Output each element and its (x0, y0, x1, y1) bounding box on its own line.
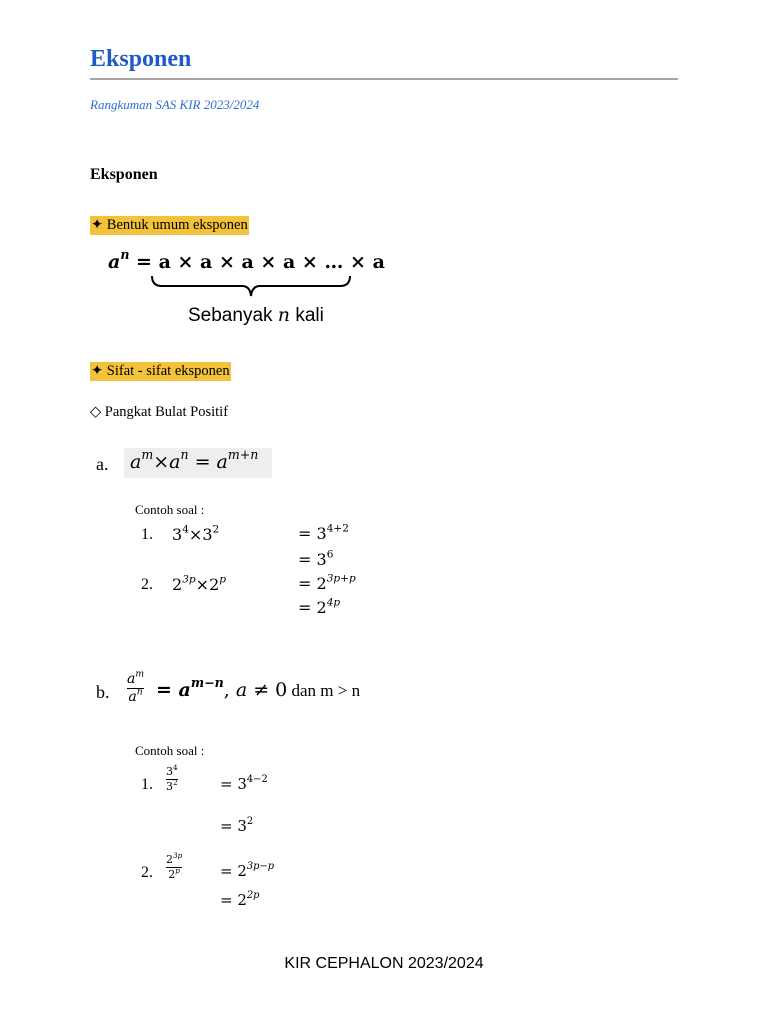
ex-b1-r2-b: 3 (237, 817, 247, 835)
ex-a1-r2-eq: = (298, 550, 317, 569)
rule-a-base3: a (216, 451, 228, 473)
ex-a2-r2-eq: = (298, 598, 317, 617)
ex-a2-e2: p (219, 573, 227, 586)
ex-b1-num-e: 4 (173, 762, 178, 772)
example-b1-result2 (220, 817, 253, 835)
ex-a2-e1: 3p (182, 573, 196, 586)
rule-a-exp2: n (180, 447, 189, 463)
formula-base: a (108, 251, 121, 273)
rule-b-formula (156, 675, 361, 702)
section-heading: Eksponen (90, 166, 158, 183)
ex-b2-num-b: 2 (166, 853, 173, 866)
example-b2-fraction (166, 850, 183, 881)
ex-b2-r2-e: 2p (246, 890, 260, 902)
underbrace-caption (188, 304, 324, 327)
ex-b2-r2-eq: = (220, 891, 238, 909)
contoh-label-a: Contoh soal : (135, 502, 205, 517)
rule-b-fraction (127, 668, 145, 705)
contoh-label-b: Contoh soal : (135, 743, 205, 758)
ex-b1-den-e: 2 (173, 777, 178, 787)
example-b1-number: 1. (141, 776, 153, 793)
ex-b2-r1-b: 2 (237, 862, 247, 880)
rule-b-cond-neq: ≠ 0 (247, 679, 288, 701)
ex-a2-b2: 2 (209, 575, 220, 594)
ex-a1-r2-b: 3 (316, 550, 327, 569)
rule-b-den-base: a (128, 688, 137, 705)
ex-a1-r1-eq: = (298, 524, 317, 543)
ex-b2-den-e: p (175, 865, 180, 875)
underbrace-icon (150, 274, 352, 302)
ex-b1-r2-eq: = (220, 817, 238, 835)
rule-b-num-base: a (127, 671, 136, 687)
caption-variable: n (277, 304, 291, 326)
ex-a2-r1-e: 3p+p (326, 572, 356, 585)
rule-b-eq: = (156, 679, 179, 701)
ex-b1-r2-e: 2 (246, 816, 254, 828)
rule-a-base1: a (130, 451, 142, 473)
subheading-pangkat: ◇ Pangkat Bulat Positif (90, 404, 229, 420)
rule-b-condition-text: dan m > n (287, 681, 361, 700)
rule-b-comma: , (223, 679, 236, 701)
example-a2-result2 (298, 598, 340, 617)
ex-a1-r2-e: 6 (326, 548, 334, 561)
ex-b2-num-e: 3p (173, 850, 183, 860)
example-a1-result2 (298, 550, 333, 569)
rule-b-label: b. (96, 682, 110, 702)
ex-b2-den-b: 2 (168, 867, 176, 881)
example-b1-fraction (166, 762, 178, 793)
example-a2-lhs (172, 575, 226, 594)
rule-a-base2: a (169, 451, 181, 473)
page-title: Eksponen (90, 46, 192, 72)
rule-a-formula (130, 447, 259, 473)
ex-b2-r1-eq: = (220, 862, 238, 880)
ex-b2-r2-b: 2 (237, 891, 247, 909)
example-a1-number: 1. (141, 526, 153, 543)
example-a1-result1 (298, 524, 349, 543)
rule-a-times: × (153, 451, 170, 473)
formula-product: = a × a × a × a × … × a (129, 251, 385, 273)
ex-a2-b1: 2 (172, 575, 183, 594)
rule-b-den-exp: n (136, 686, 143, 698)
ex-a2-r2-b: 2 (316, 598, 327, 617)
example-a1-lhs (172, 525, 219, 544)
ex-a1-b1: 3 (172, 525, 183, 544)
highlight-bentuk-umum: ✦ Bentuk umum eksponen (91, 217, 248, 233)
rule-a-label: a. (96, 454, 109, 474)
general-formula (108, 247, 385, 273)
ex-a2-r2-e: 4p (326, 596, 341, 609)
ex-b1-r1-e: 4−2 (246, 774, 268, 786)
rule-a-exp1: m (141, 447, 154, 463)
page-footer: KIR CEPHALON 2023/2024 (284, 955, 484, 972)
rule-b-rhs-exp: m−n (190, 675, 224, 691)
example-a2-result1 (298, 574, 356, 593)
ex-b1-r1-b: 3 (237, 775, 247, 793)
formula-exponent: n (120, 247, 130, 263)
ex-a1-b2: 3 (202, 525, 213, 544)
caption-text-1: Sebanyak (188, 305, 273, 326)
ex-a1-op: × (188, 525, 203, 544)
rule-a-equals: = (188, 451, 217, 473)
example-b2-number: 2. (141, 864, 153, 881)
ex-a2-r1-b: 2 (316, 574, 327, 593)
ex-b1-num-b: 3 (166, 765, 173, 778)
ex-a1-r1-e: 4+2 (326, 522, 349, 535)
rule-b-rhs-base: a (178, 679, 191, 701)
ex-b1-den-b: 3 (166, 779, 173, 793)
ex-a1-r1-b: 3 (316, 524, 327, 543)
example-b1-result1 (220, 775, 268, 793)
ex-a2-op: × (195, 575, 210, 594)
rule-b-cond-var: a (235, 679, 248, 701)
rule-a-exp3: m+n (227, 447, 259, 463)
example-b2-result1 (220, 862, 274, 880)
rule-b-num-exp: m (135, 668, 145, 680)
highlight-sifat: ✦ Sifat - sifat eksponen (91, 363, 230, 379)
example-b2-result2 (220, 891, 260, 909)
title-divider (90, 78, 678, 80)
example-a2-number: 2. (141, 576, 153, 593)
ex-b2-r1-e: 3p−p (246, 861, 275, 873)
caption-text-2: kali (290, 305, 324, 326)
ex-a2-r1-eq: = (298, 574, 317, 593)
page-subtitle: Rangkuman SAS KIR 2023/2024 (90, 97, 260, 112)
ex-a1-e1: 4 (182, 523, 189, 536)
ex-a1-e2: 2 (212, 523, 220, 536)
ex-b1-r1-eq: = (220, 775, 238, 793)
